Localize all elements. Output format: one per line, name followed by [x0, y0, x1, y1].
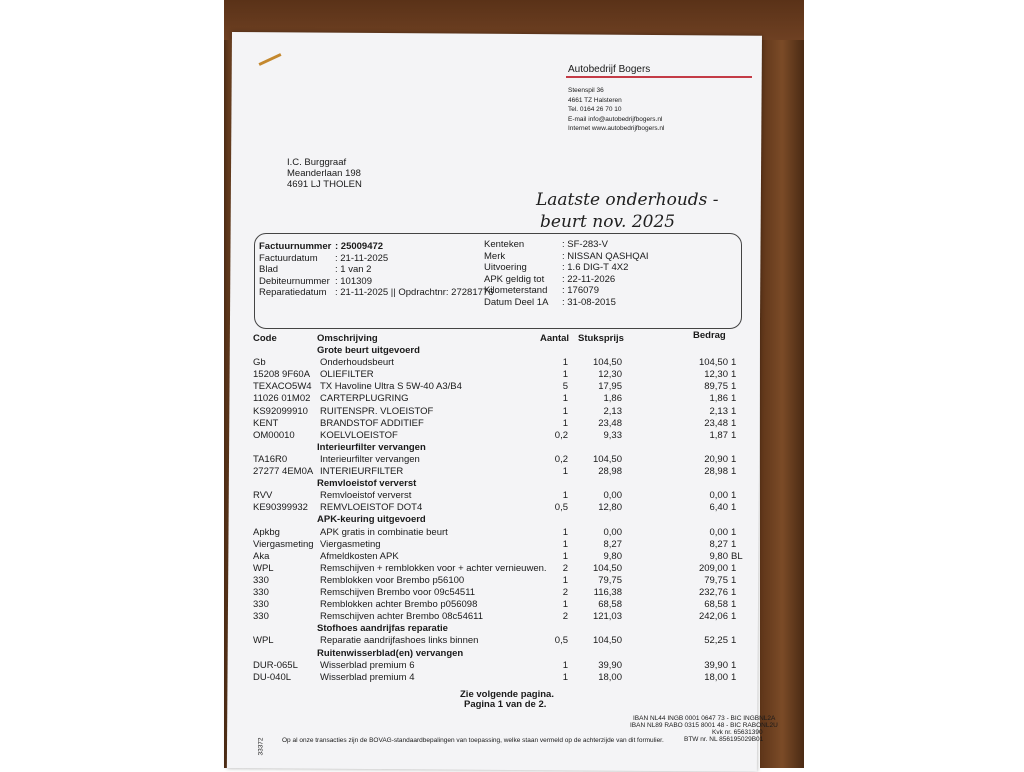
line-description: Remvloeistof ververst	[320, 490, 412, 502]
header-description: Omschrijving	[317, 333, 378, 344]
line-vat-code: 1	[731, 466, 737, 477]
vehicle-field-value: : NISSAN QASHQAI	[562, 250, 649, 262]
line-vat-code: 1	[731, 405, 737, 417]
bank-rabo: IBAN NL89 RABO 0315 8001 48 - BIC RABONL2U	[630, 722, 778, 729]
section-heading: Stofhoes aandrijfas reparatie	[317, 623, 448, 635]
line-unit-price: 1,86	[603, 393, 622, 405]
line-vat-code: 1	[731, 659, 737, 671]
line-description: KOELVLOEISTOF	[320, 429, 398, 441]
line-amount: 9,80	[709, 550, 728, 562]
line-vat-code: 1	[731, 538, 737, 550]
line-vat-code: 1	[731, 417, 737, 429]
line-quantity: 2	[562, 611, 568, 623]
line-unit-price: 104,50	[592, 562, 622, 574]
line-vat-code: 1	[731, 526, 737, 538]
line-code: WPL	[253, 635, 274, 647]
company-line: Steenspil 36	[568, 87, 604, 94]
line-unit-price: 39,90	[598, 659, 622, 671]
line-quantity: 0,5	[554, 502, 568, 514]
line-quantity: 0,2	[554, 453, 568, 465]
header-amount: Bedrag	[693, 330, 726, 341]
line-description: Remschijven achter Brembo 08c54611	[320, 611, 483, 623]
bank-ing: IBAN NL44 INGB 0001 0647 73 - BIC INGBNL2A	[633, 715, 776, 722]
invoice-field-label: Factuurnummer	[259, 241, 332, 252]
line-quantity: 1	[562, 466, 568, 477]
line-unit-price: 9,80	[603, 550, 622, 562]
line-quantity: 1	[562, 417, 568, 429]
header-code: Code	[253, 333, 277, 344]
vehicle-field-value: : 1.6 DIG-T 4X2	[562, 262, 629, 273]
line-code: TEXACO5W4	[253, 381, 312, 393]
line-description: Remschijven Brembo voor 09c54511	[320, 587, 476, 598]
line-code: DUR-065L	[253, 659, 298, 671]
handwritten-note-line-2: beurt nov. 2025	[540, 212, 676, 232]
line-description: Wisserblad premium 4	[320, 671, 415, 683]
line-code: RVV	[253, 490, 273, 502]
customer-line: I.C. Burggraaf	[287, 157, 347, 168]
vehicle-field-label: Uitvoering	[484, 262, 527, 273]
vehicle-field-value: : 22-11-2026	[562, 273, 616, 285]
line-vat-code: 1	[731, 490, 737, 502]
line-quantity: 1	[562, 550, 568, 562]
line-unit-price: 116,38	[593, 587, 622, 598]
line-vat-code: 1	[731, 381, 737, 393]
line-amount: 232,76	[698, 587, 728, 598]
page-indicator: Pagina 1 van de 2.	[464, 699, 547, 710]
line-description: RUITENSPR. VLOEISTOF	[320, 405, 434, 417]
line-amount: 242,06	[698, 611, 728, 623]
line-unit-price: 68,58	[598, 599, 622, 611]
line-quantity: 1	[562, 405, 568, 417]
line-amount: 52,25	[704, 635, 728, 647]
line-code: OM00010	[253, 429, 295, 441]
form-code: 33372	[257, 737, 265, 756]
line-vat-code: 1	[731, 502, 737, 514]
line-amount: 0,00	[709, 490, 728, 502]
line-code: KS92099910	[253, 405, 308, 417]
vehicle-field-label: Datum Deel 1A	[484, 296, 549, 308]
line-code: 330	[253, 587, 269, 598]
line-quantity: 1	[562, 599, 568, 611]
vehicle-field-label: Merk	[484, 250, 506, 262]
invoice-field-label: Reparatiedatum	[259, 287, 327, 298]
section-heading: Interieurfilter vervangen	[317, 441, 426, 453]
line-amount: 39,90	[704, 659, 728, 671]
invoice-field-value: : 21-11-2025 || Opdrachtnr: 27281776	[335, 287, 494, 298]
line-code: 330	[253, 611, 269, 623]
bovag-disclaimer: Op al onze transacties zijn de BOVAG-standaardbepalingen van toepassing, welke staan vermeld op de achterzijde van dit formulier.	[282, 737, 664, 744]
header-quantity: Aantal	[540, 333, 570, 344]
line-quantity: 1	[562, 659, 568, 671]
vehicle-field-value: : 31-08-2015	[562, 296, 616, 308]
invoice-field-label: Factuurdatum	[259, 252, 318, 264]
line-amount: 6,40	[709, 502, 728, 514]
line-amount: 20,90	[704, 453, 728, 465]
line-code: Viergasmeting	[253, 538, 314, 550]
line-description: OLIEFILTER	[320, 369, 374, 381]
line-vat-code: 1	[731, 635, 737, 647]
company-line: 4661 TZ Halsteren	[568, 96, 622, 104]
vehicle-field-label: Kenteken	[484, 239, 525, 250]
line-description: Remschijven + remblokken voor + achter vernieuwen.	[320, 562, 547, 574]
line-code: Gb	[253, 357, 266, 369]
vehicle-field-value: : 176079	[562, 285, 599, 296]
vat-number: BTW nr. NL 856195029B01	[684, 736, 764, 743]
company-line: E-mail info@autobedrijfbogers.nl	[568, 115, 663, 123]
line-quantity: 1	[562, 671, 568, 683]
wood-table-right	[760, 0, 804, 768]
line-unit-price: 17,95	[598, 381, 622, 393]
company-line: Internet www.autobedrijfbogers.nl	[568, 125, 665, 132]
line-description: CARTERPLUGRING	[320, 393, 409, 405]
line-vat-code: 1	[731, 393, 737, 405]
line-unit-price: 2,13	[603, 405, 622, 417]
line-description: Interieurfilter vervangen	[320, 453, 420, 465]
customer-line: Meanderlaan 198	[287, 168, 361, 179]
line-amount: 1,87	[709, 429, 728, 441]
vehicle-field-value: : SF-283-V	[562, 239, 608, 250]
header-rule	[566, 76, 752, 78]
line-vat-code: 1	[731, 562, 737, 574]
line-description: Reparatie aandrijfashoes links binnen	[320, 635, 479, 647]
line-quantity: 2	[562, 562, 568, 574]
line-description: Wisserblad premium 6	[320, 659, 415, 671]
kvk-number: Kvk nr. 65631390	[712, 729, 763, 736]
line-unit-price: 104,50	[592, 453, 622, 465]
line-quantity: 0,5	[554, 635, 568, 647]
invoice-field-label: Debiteurnummer	[259, 275, 330, 287]
line-amount: 104,50	[698, 357, 728, 369]
line-quantity: 1	[562, 538, 568, 550]
line-description: TX Havoline Ultra S 5W-40 A3/B4	[320, 381, 462, 393]
line-amount: 12,30	[704, 369, 728, 381]
line-description: Onderhoudsbeurt	[320, 357, 394, 369]
line-unit-price: 18,00	[598, 671, 622, 683]
line-code: Apkbg	[253, 526, 280, 538]
line-unit-price: 121,03	[592, 611, 622, 623]
line-code: 330	[253, 574, 269, 586]
line-quantity: 1	[562, 357, 568, 369]
line-vat-code: 1	[731, 357, 737, 369]
line-amount: 2,13	[709, 405, 728, 417]
handwritten-note-line-1: Laatste onderhouds -	[536, 190, 719, 210]
line-quantity: 1	[562, 526, 568, 538]
customer-line: 4691 LJ THOLEN	[287, 179, 362, 190]
line-unit-price: 12,80	[598, 502, 622, 514]
line-description: Afmeldkosten APK	[320, 550, 399, 562]
line-code: KE90399932	[253, 502, 308, 514]
line-unit-price: 0,00	[603, 490, 622, 502]
line-amount: 89,75	[704, 381, 728, 393]
company-name: Autobedrijf Bogers	[568, 64, 651, 75]
section-heading: APK-keuring uitgevoerd	[317, 514, 426, 526]
line-unit-price: 12,30	[598, 369, 622, 381]
line-code: TA16R0	[253, 453, 288, 465]
line-description: BRANDSTOF ADDITIEF	[320, 417, 424, 429]
line-amount: 68,58	[704, 599, 728, 611]
continue-note: Zie volgende pagina.	[460, 689, 554, 700]
section-heading: Remvloeistof ververst	[317, 478, 417, 490]
line-amount: 18,00	[704, 671, 728, 683]
line-quantity: 1	[562, 574, 568, 586]
line-unit-price: 23,48	[598, 417, 622, 429]
line-quantity: 0,2	[554, 429, 568, 441]
line-vat-code: 1	[731, 587, 737, 598]
line-amount: 8,27	[709, 538, 728, 550]
line-quantity: 1	[562, 369, 568, 381]
invoice-field-value: : 25009472	[335, 241, 384, 252]
invoice-field-value: : 101309	[335, 275, 372, 287]
invoice-field-label: Blad	[259, 264, 279, 275]
line-amount: 1,86	[709, 393, 728, 405]
line-description: REMVLOEISTOF DOT4	[320, 502, 423, 514]
line-vat-code: 1	[731, 574, 737, 586]
section-heading: Ruitenwisserblad(en) vervangen	[317, 647, 464, 659]
line-code: 27277 4EM0A	[253, 466, 314, 477]
line-unit-price: 0,00	[603, 526, 622, 538]
line-vat-code: 1	[731, 369, 737, 381]
line-vat-code: 1	[731, 671, 737, 683]
line-code: Aka	[253, 550, 270, 562]
section-heading: Grote beurt uitgevoerd	[317, 345, 420, 356]
line-code: DU-040L	[253, 671, 292, 683]
line-quantity: 1	[562, 490, 568, 502]
header-unit-price: Stuksprijs	[578, 333, 624, 344]
line-description: Remblokken voor Brembo p56100	[320, 574, 465, 586]
line-code: 11026 01M02	[253, 393, 311, 405]
line-code: WPL	[253, 562, 274, 574]
vehicle-field-label: APK geldig tot	[484, 273, 545, 285]
line-unit-price: 28,98	[598, 466, 622, 477]
vehicle-field-label: Kilometerstand	[484, 285, 548, 296]
company-line: Tel. 0164 26 70 10	[568, 106, 622, 113]
line-amount: 0,00	[709, 526, 728, 538]
line-description: Remblokken achter Brembo p056098	[320, 599, 478, 611]
line-quantity: 5	[562, 381, 568, 393]
line-unit-price: 104,50	[592, 357, 622, 369]
line-unit-price: 8,27	[603, 538, 622, 550]
line-vat-code: 1	[731, 429, 737, 441]
line-amount: 23,48	[704, 417, 728, 429]
line-vat-code: 1	[731, 599, 737, 611]
invoice-field-value: : 21-11-2025	[335, 252, 389, 264]
line-code: 330	[253, 599, 269, 611]
line-amount: 79,75	[704, 574, 728, 586]
line-vat-code: 1	[731, 453, 737, 465]
line-unit-price: 79,75	[598, 574, 622, 586]
line-vat-code: BL	[731, 550, 743, 562]
line-description: APK gratis in combinatie beurt	[320, 526, 448, 538]
line-vat-code: 1	[731, 611, 737, 623]
line-quantity: 1	[562, 393, 568, 405]
line-quantity: 2	[562, 587, 568, 598]
line-unit-price: 9,33	[603, 429, 622, 441]
line-amount: 209,00	[698, 562, 728, 574]
invoice-field-value: : 1 van 2	[335, 264, 372, 275]
line-amount: 28,98	[704, 466, 728, 477]
line-description: INTERIEURFILTER	[320, 466, 404, 477]
line-description: Viergasmeting	[320, 538, 381, 550]
line-unit-price: 104,50	[592, 635, 622, 647]
line-code: 15208 9F60A	[253, 369, 311, 381]
line-code: KENT	[253, 417, 279, 429]
